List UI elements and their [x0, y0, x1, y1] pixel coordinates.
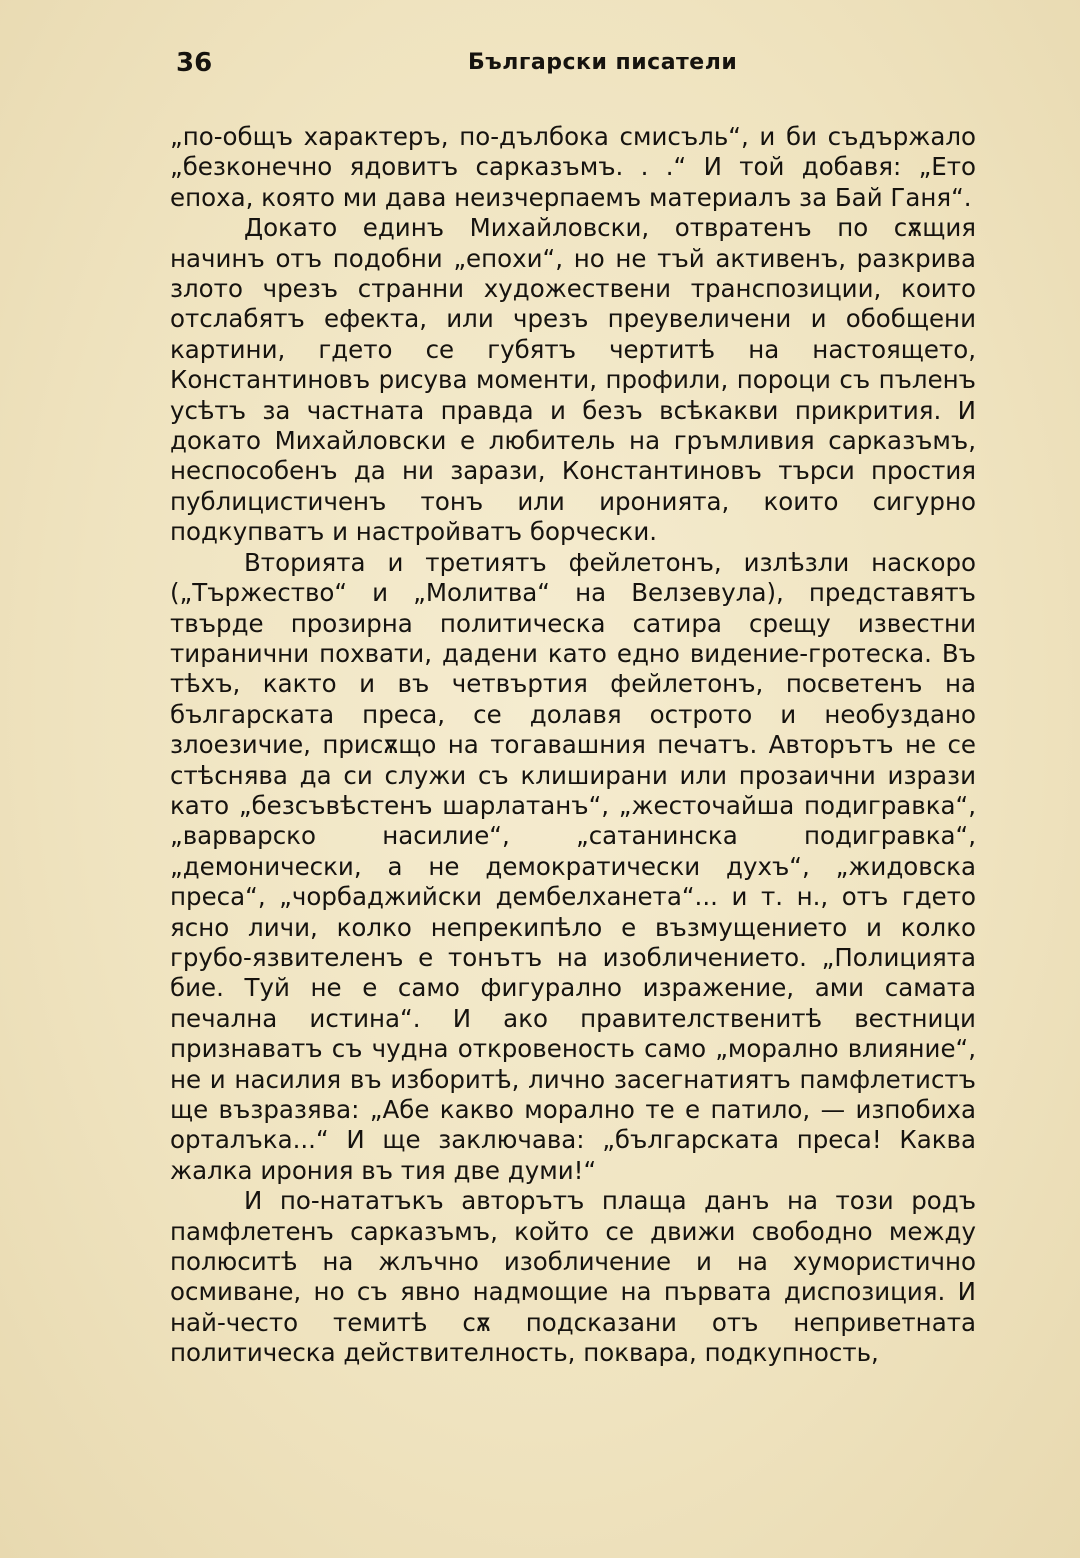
- page-number: 36: [176, 48, 213, 78]
- paragraph-2: Докато единъ Михайловски, отвратенъ по сѫщия начинъ отъ подобни „епохи“, но не тъй активенъ, разкрива злото чрезъ странни художествени транспозиции, които отслабятъ ефекта, или чрезъ преувеличени и обобщени картини, гдето се губятъ чертитѣ на настоящето, Константиновъ рисува моменти, профили, пороци съ пъленъ усѣтъ за частната правда и безъ всѣкакви прикрития. И докато Михайловски е любитель на гръмливия сарказъмъ, неспособенъ да ни зарази, Константиновъ търси простия публицистиченъ тонъ или иронията, които сигурно подкупватъ и настройватъ борчески.: [170, 213, 976, 547]
- paragraph-4: И по-нататъкъ авторътъ плаща данъ на този родъ памфлетенъ сарказъмъ, който се движи свободно между полюситѣ на жлъчно изобличение и на хумористично осмиване, но съ явно надмощие на първата диспозиция. И най-често темитѣ сѫ подсказани отъ неприветната политическа действителность, поквара, подкупность,: [170, 1186, 976, 1368]
- running-title: Български писатели: [468, 50, 738, 75]
- running-head: [176, 48, 976, 88]
- body-text: [170, 122, 976, 1369]
- paragraph-1: „по-общъ характеръ, по-дълбока смисъль“, и би съдържало „безконечно ядовитъ сарказъмъ. . .“ И той добавя: „Ето епоха, която ми дава неизчерпаемъ материалъ за Бай Ганя“.: [170, 122, 976, 212]
- paragraph-3: Вторията и третиятъ фейлетонъ, излѣзли наскоро („Тържество“ и „Молитва“ на Велзевула), представятъ твърде прозирна политическа сатира срещу известни тиранични похвати, дадени като едно видение-гротеска. Въ тѣхъ, както и въ четвъртия фейлетонъ, посветенъ на българската преса, се долавя острото и необуздано злоезичие, присѫщо на тогавашния печатъ. Авторътъ не се стѣснява да си служи съ клиширани или прозаични изрази като „безсъвѣстенъ шарлатанъ“, „жесточайша подигравка“, „варварско насилие“, „сатанинска подигравка“, „демонически, а не демократически духъ“, „жидовска преса“, „чорбаджийски дембелханета“... и т. н., отъ гдето ясно личи, колко непрекипѣло е възмущението и колко грубо-язвителенъ е тонътъ на изобличението. „Полицията бие. Туй не е само фигурално изражение, ами самата печална истина“. И ако правителственитѣ вестници признаватъ съ чудна откровеность само „морално влияние“, не и насилия въ изборитѣ, лично засегнатиятъ памфлетистъ ще възразява: „Абе какво морално те е патило, — изпобиха орталъка...“ И ще заключава: „българската преса! Каква жалка ирония въ тия две думи!“: [170, 547, 976, 1185]
